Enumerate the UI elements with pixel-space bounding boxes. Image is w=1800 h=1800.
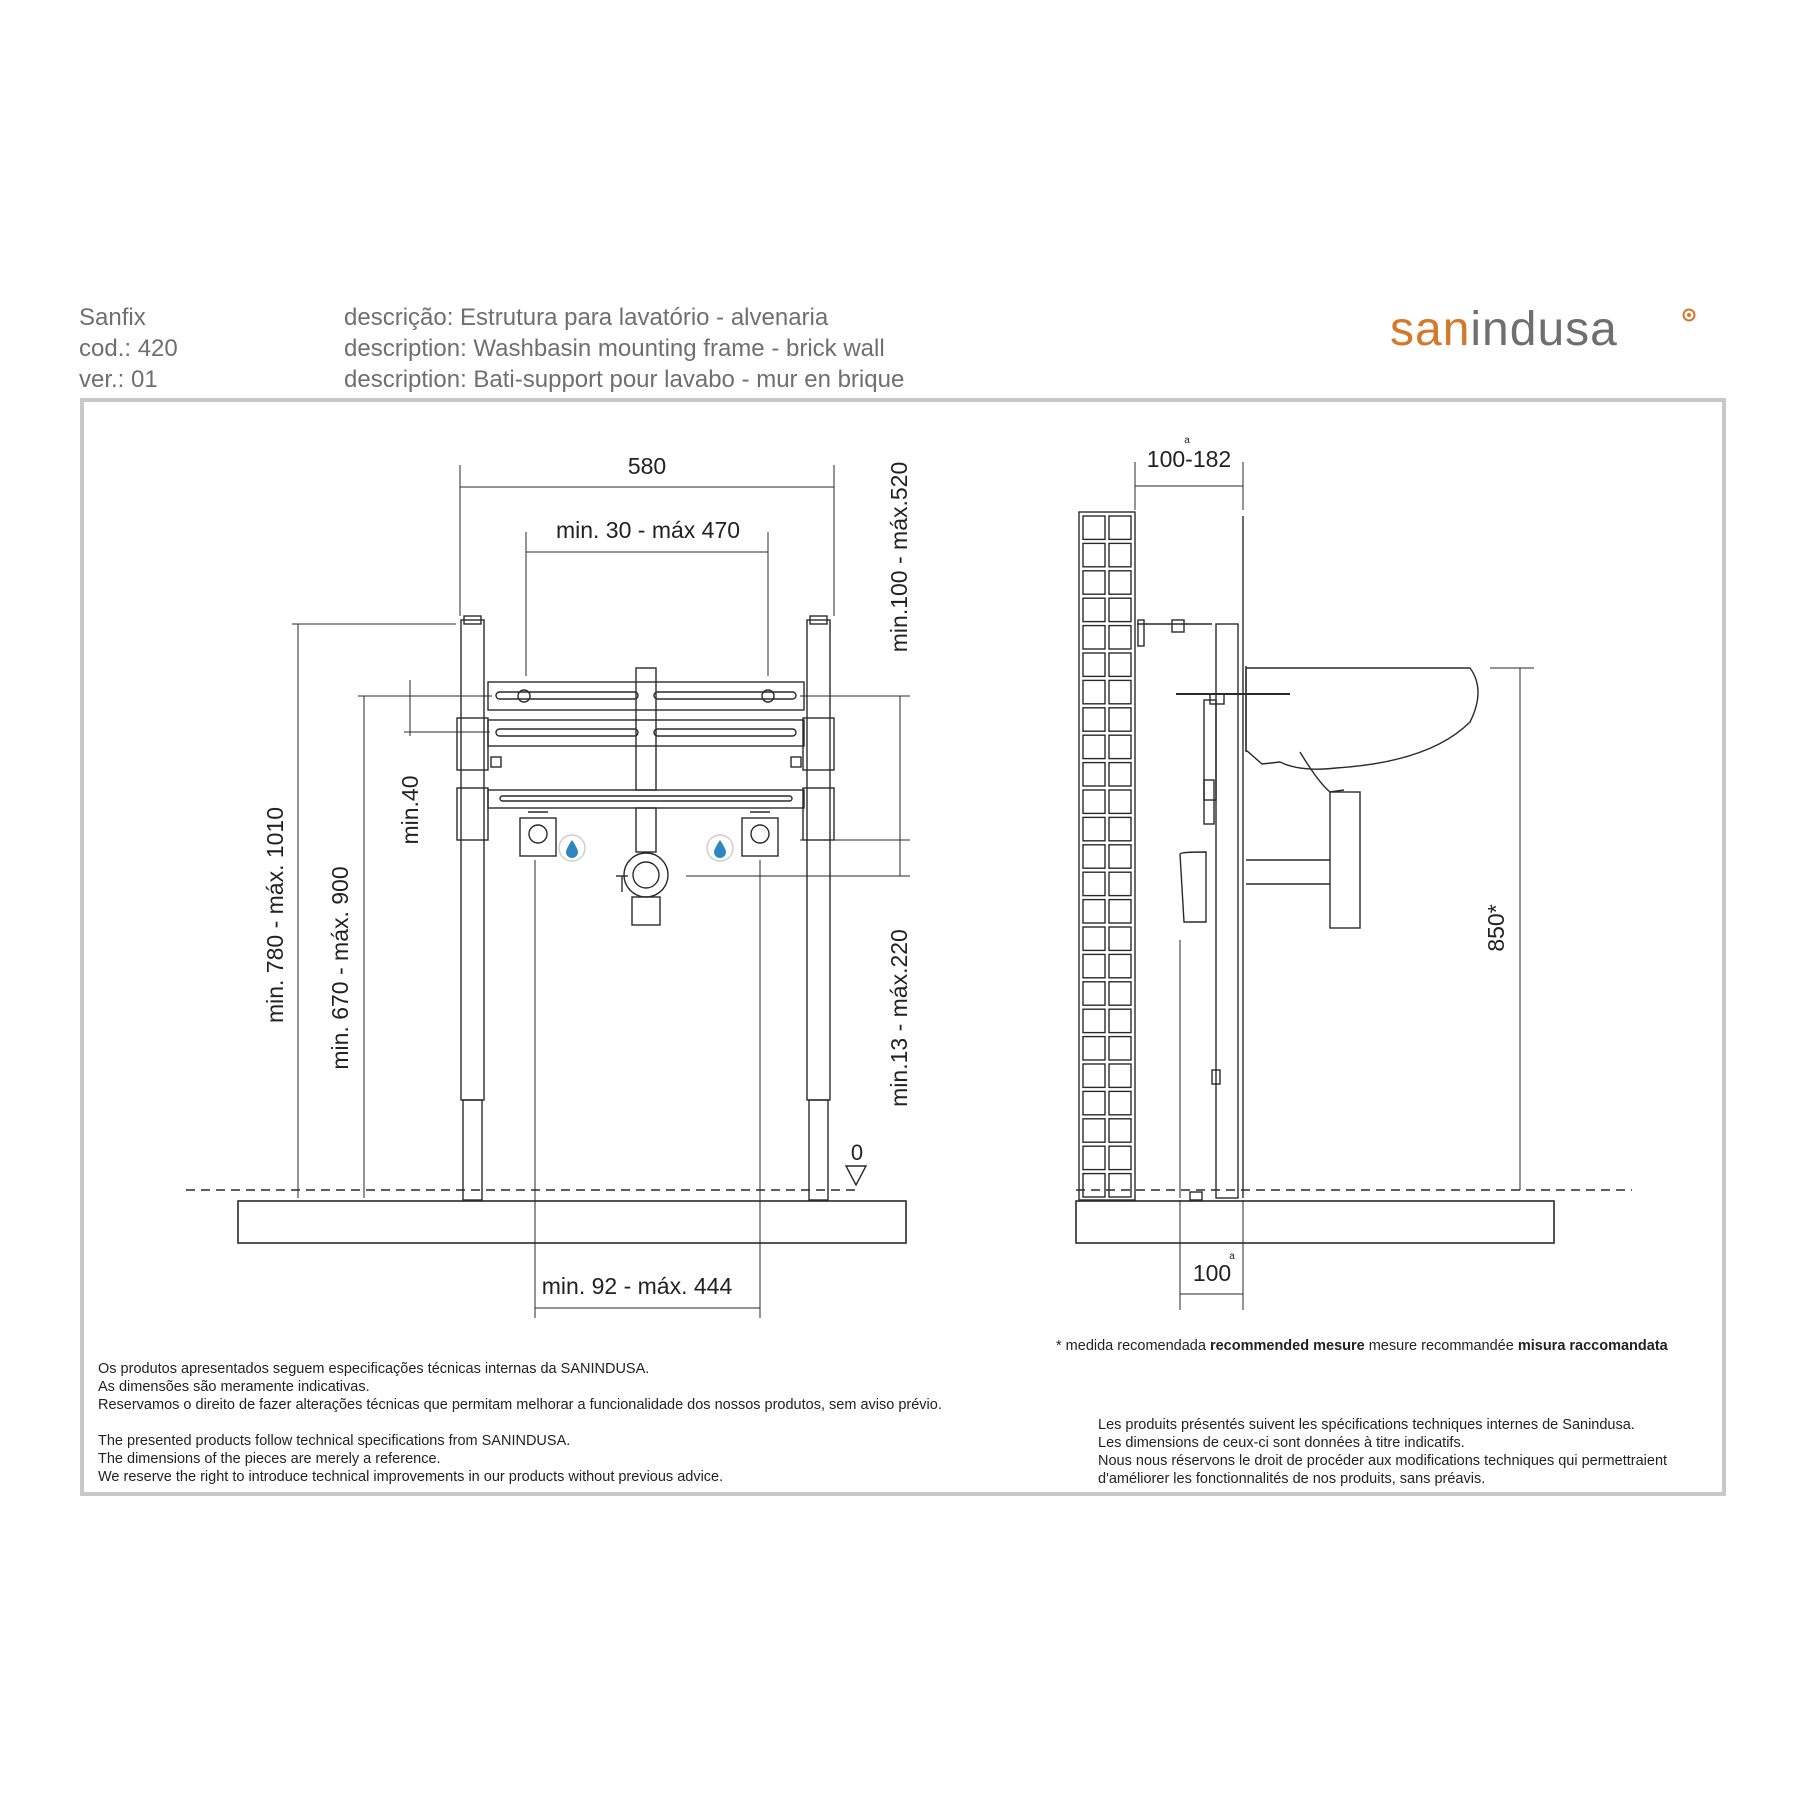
side-wall-bolt-icon <box>1172 620 1184 632</box>
brick <box>1083 982 1105 1005</box>
notes-english <box>98 1432 723 1486</box>
dim-anchor-spacing: min. 30 - máx 470 <box>555 517 741 543</box>
drain-trap-inner-icon <box>633 862 659 888</box>
brick <box>1109 571 1131 594</box>
note-line: Nous nous réservons le droit de procéder aux modifications techniques qui permettraient <box>1098 1453 1668 1469</box>
brick <box>1109 1091 1131 1114</box>
dim-width-total: 580 <box>627 453 667 479</box>
description-pt: descrição: Estrutura para lavatório - alvenaria <box>344 304 829 331</box>
brick <box>1109 516 1131 539</box>
note-line: Les dimensions de ceux-ci sont données à titre indicatifs. <box>1098 1435 1465 1451</box>
brick <box>1109 982 1131 1005</box>
brick <box>1109 954 1131 977</box>
right-leg-lower <box>809 1100 828 1200</box>
brick <box>1109 680 1131 703</box>
top-crossbar-slot-left <box>496 692 638 699</box>
side-drain-elbow <box>1180 852 1206 922</box>
brick <box>1083 653 1105 676</box>
brick <box>1109 1174 1131 1197</box>
description-fr: description: Bati-support pour lavabo - mur en brique <box>344 366 905 393</box>
side-bracket-lower <box>1204 780 1214 824</box>
brick <box>1083 516 1105 539</box>
note-line: The presented products follow technical specifications from SANINDUSA. <box>98 1433 571 1449</box>
rec-note-pt: * medida recomendada <box>1056 1338 1210 1354</box>
drain-pipe-connector <box>636 808 656 852</box>
rec-note-it: misura raccomandata <box>1517 1338 1668 1354</box>
notes-french <box>1098 1416 1667 1488</box>
brick <box>1083 1064 1105 1087</box>
left-adjust-screw-icon <box>491 757 501 767</box>
recommended-measure-note <box>1056 1338 1668 1354</box>
washbasin-pedestal <box>1330 792 1360 928</box>
dim-depth-bottom-sup: a <box>1229 1251 1235 1262</box>
brick <box>1109 763 1131 786</box>
right-supply-elbow <box>742 818 778 856</box>
brick <box>1083 1146 1105 1169</box>
rec-note-en: recommended mesure <box>1209 1338 1365 1354</box>
brick <box>1083 1009 1105 1032</box>
dim-depth-top-sup: a <box>1184 435 1190 446</box>
brick <box>1109 735 1131 758</box>
brick <box>1109 598 1131 621</box>
left-leg-lower <box>463 1100 482 1200</box>
brick <box>1109 1064 1131 1087</box>
brick <box>1109 900 1131 923</box>
left-supply-outlet-icon <box>529 825 547 843</box>
brick <box>1083 1091 1105 1114</box>
dim-basin-height: 850* <box>1483 904 1509 952</box>
top-crossbar-slot-right <box>654 692 796 699</box>
logo-part-indusa: indusa <box>1470 303 1618 356</box>
note-line: As dimensões são meramente indicativas. <box>98 1379 370 1395</box>
zero-level-label: 0 <box>850 1140 864 1165</box>
brick <box>1083 708 1105 731</box>
drain-pipe-upper <box>636 668 656 790</box>
left-supply-elbow <box>520 818 556 856</box>
note-line: Les produits présentés suivent les spécifications techniques internes de Sanindusa. <box>1098 1417 1635 1433</box>
brick <box>1083 680 1105 703</box>
dim-anchor-height: min. 670 - máx. 900 <box>327 866 353 1070</box>
front-floor-slab <box>238 1201 906 1243</box>
drain-trap-outer-icon <box>624 853 668 897</box>
brick <box>1109 1037 1131 1060</box>
left-leg-upper <box>461 620 484 1100</box>
note-line: The dimensions of the pieces are merely a reference. <box>98 1451 441 1467</box>
brick <box>1109 817 1131 840</box>
middle-crossbar-slot-right <box>654 729 796 736</box>
brick <box>1083 872 1105 895</box>
rec-note-fr: mesure recommandée <box>1364 1338 1518 1354</box>
bottom-crossbar-slot <box>500 796 792 801</box>
brick <box>1083 735 1105 758</box>
side-frame-profile <box>1216 624 1238 1198</box>
right-supply-outlet-icon <box>751 825 769 843</box>
side-frame-foot-top <box>1210 694 1224 704</box>
brick <box>1109 790 1131 813</box>
brick <box>1109 708 1131 731</box>
note-line: Reservamos o direito de fazer alterações técnicas que permitam melhorar a funcionalidade dos nossos produtos, sem aviso prévio. <box>98 1397 942 1413</box>
brick-pattern <box>1083 516 1131 1197</box>
drain-pipe-outlet <box>632 897 660 925</box>
brick-wall <box>1079 512 1135 1200</box>
brick <box>1109 872 1131 895</box>
brick <box>1083 845 1105 868</box>
brick <box>1109 626 1131 649</box>
brick <box>1109 927 1131 950</box>
product-code: cod.: 420 <box>79 335 178 362</box>
brick <box>1109 1009 1131 1032</box>
zero-level-marker-icon <box>846 1166 866 1185</box>
side-floor-slab <box>1076 1201 1554 1243</box>
logo-part-san: san <box>1390 303 1471 356</box>
brick <box>1109 653 1131 676</box>
brick <box>1109 845 1131 868</box>
dim-frame-height: min. 780 - máx. 1010 <box>262 806 288 1024</box>
washbasin-body <box>1246 668 1478 769</box>
brick <box>1109 1146 1131 1169</box>
brick <box>1083 1119 1105 1142</box>
product-version: ver.: 01 <box>79 366 158 393</box>
note-line: We reserve the right to introduce technical improvements in our products without previous advice. <box>98 1469 724 1485</box>
brick <box>1083 626 1105 649</box>
product-name: Sanfix <box>79 304 146 331</box>
notes-portuguese <box>98 1360 942 1414</box>
top-crossbar <box>488 682 804 710</box>
note-line: Os produtos apresentados seguem especificações técnicas internas da SANINDUSA. <box>98 1361 650 1377</box>
dim-depth-bottom: 100 <box>1192 1260 1232 1286</box>
brick <box>1083 1037 1105 1060</box>
front-view <box>186 453 912 1318</box>
washbasin-bowl-bottom <box>1300 752 1344 792</box>
brick <box>1083 571 1105 594</box>
dim-supply-spacing: min. 92 - máx. 444 <box>541 1273 733 1299</box>
dim-top-height: min.100 - máx.520 <box>886 461 912 653</box>
brick <box>1109 1119 1131 1142</box>
middle-crossbar <box>488 720 804 746</box>
brick <box>1083 1174 1105 1197</box>
description-en: description: Washbasin mounting frame - brick wall <box>344 335 885 362</box>
brick <box>1083 543 1105 566</box>
right-leg-upper <box>807 620 830 1100</box>
brick <box>1109 543 1131 566</box>
washbasin-siphon <box>1246 860 1330 884</box>
brick <box>1083 598 1105 621</box>
side-view <box>1076 435 1632 1310</box>
right-adjust-screw-icon <box>791 757 801 767</box>
brick <box>1083 763 1105 786</box>
side-floor-foot <box>1190 1192 1202 1200</box>
bottom-crossbar <box>488 790 804 808</box>
middle-crossbar-slot-left <box>496 729 638 736</box>
brick <box>1083 790 1105 813</box>
brick <box>1083 900 1105 923</box>
brick <box>1083 927 1105 950</box>
dim-depth-top: 100-182 <box>1146 446 1232 472</box>
dim-outlet-height: min.13 - máx.220 <box>886 929 912 1107</box>
brick <box>1083 817 1105 840</box>
note-line: d'améliorer les fonctionnalités de nos produits, sans préavis. <box>1098 1471 1486 1487</box>
brick <box>1083 954 1105 977</box>
dim-min-40: min.40 <box>397 775 423 845</box>
